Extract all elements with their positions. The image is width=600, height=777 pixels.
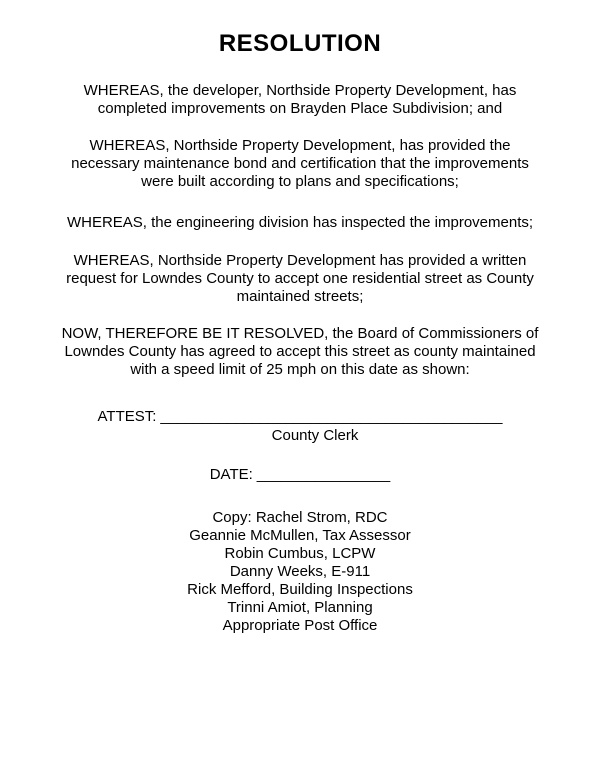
copy-line-2: Geannie McMullen, Tax Assessor: [189, 527, 411, 545]
copy-line-6: Trinni Amiot, Planning: [227, 599, 373, 617]
copy-line-1: Copy: Rachel Strom, RDC: [212, 509, 388, 527]
copy-distribution-list: [0, 509, 600, 634]
copy-line-5: Rick Mefford, Building Inspections: [187, 581, 413, 599]
date-section: [0, 466, 600, 483]
whereas-paragraph-2: WHEREAS, Northside Property Development, has provided the necessary maintenance bond and certification that the improvements were built according to plans and specifications;: [71, 137, 529, 190]
whereas-paragraph-4: WHEREAS, Northside Property Development has provided a written request for Lowndes County to accept one residential street as County maintained streets;: [66, 252, 534, 305]
resolved-paragraph: NOW, THEREFORE BE IT RESOLVED, the Board of Commissioners of Lowndes County has agreed to accept this street as county maintained with a speed limit of 25 mph on this date as shown:: [61, 325, 539, 378]
date-label: DATE:: [209, 466, 253, 484]
date-line: ________________: [256, 466, 391, 484]
attest-label: ATTEST:: [97, 408, 157, 426]
copy-line-4: Danny Weeks, E-911: [229, 563, 371, 581]
copy-line-7: Appropriate Post Office: [222, 617, 378, 635]
whereas-paragraph-1: WHEREAS, the developer, Northside Property Development, has completed improvements on Brayden Place Subdivision; and: [83, 82, 517, 117]
copy-line-3: Robin Cumbus, LCPW: [224, 545, 376, 563]
county-clerk-label: County Clerk: [271, 427, 359, 445]
page-title: RESOLUTION: [218, 30, 382, 57]
attest-section: [0, 408, 600, 425]
whereas-paragraph-3: WHEREAS, the engineering division has inspected the improvements;: [66, 214, 534, 232]
attest-signature-line: _________________________________________: [160, 408, 503, 426]
